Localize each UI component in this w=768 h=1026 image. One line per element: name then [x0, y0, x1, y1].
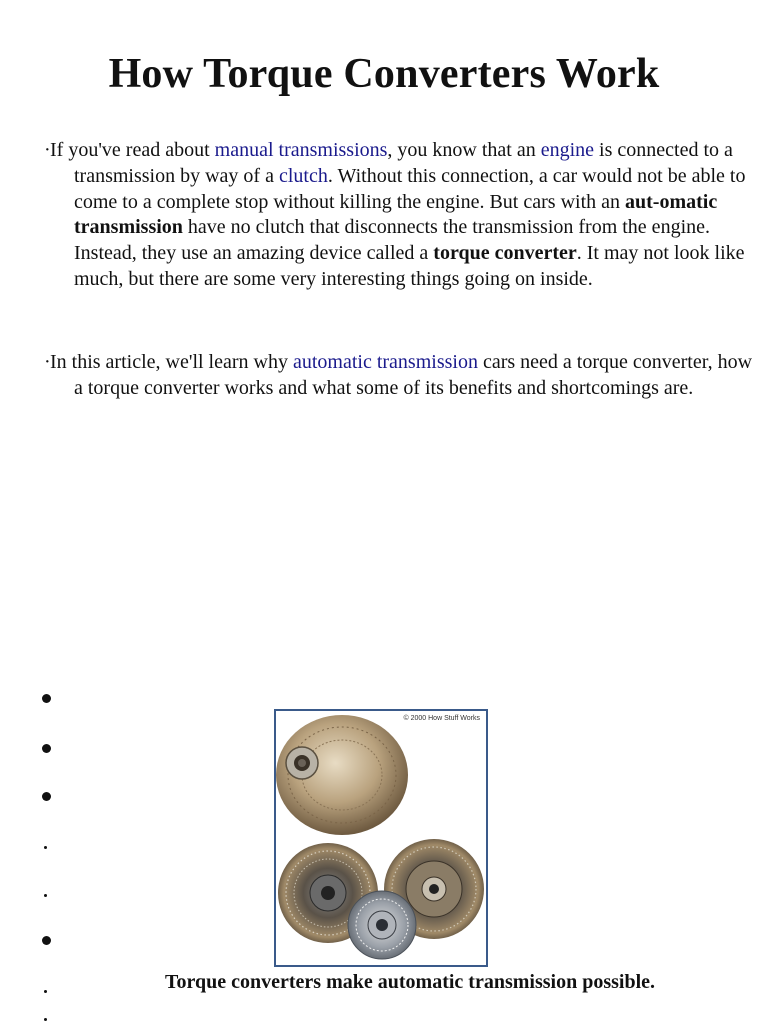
text-run: have no clutch that disconnects the transmission from the engine. Instead, they use an amazing device called a: [74, 216, 710, 265]
bullet-disc-icon: [42, 792, 51, 801]
text-run: , you know that an: [387, 139, 541, 161]
bullet-item: [40, 786, 60, 806]
link-engine[interactable]: engine: [540, 139, 595, 161]
bullet-dot-icon: [44, 1018, 47, 1021]
page-title: How Torque Converters Work: [108, 51, 660, 97]
torque-converter-photo: [274, 709, 488, 967]
bullet-item: [40, 1006, 60, 1026]
bullet-disc-icon: [42, 936, 51, 945]
article-paragraph: [44, 350, 764, 402]
bold-term-automatic-transmission: aut-omatic transmission: [74, 190, 718, 239]
intro-paragraph: [44, 138, 764, 293]
bold-term-torque-converter: torque converter: [433, 242, 577, 265]
bullet-dot: ·: [44, 351, 51, 373]
converter-stator: [348, 891, 416, 959]
bullet-disc-icon: [42, 694, 51, 703]
torque-converter-illustration: [276, 711, 486, 965]
bullet-item: [40, 882, 60, 902]
bullet-item: [40, 738, 60, 758]
converter-assembled: [276, 715, 408, 835]
text-run: . Without this connection, a car would not be able to come to a complete stop without killing the engine. But cars with an: [74, 164, 746, 213]
bullet-dot-icon: [44, 846, 47, 849]
bullet-disc-icon: [42, 744, 51, 753]
link-clutch[interactable]: clutch: [278, 164, 328, 187]
photo-credit: © 2000 How Stuff Works: [403, 715, 480, 722]
link-manual-transmissions[interactable]: manual transmissions: [214, 139, 388, 161]
text-run: . It may not look like much, but there are some very interesting things going on inside.: [74, 242, 745, 290]
text-run: If you've read about: [50, 139, 215, 161]
bullet-item: [40, 834, 60, 854]
bullet-item: [40, 930, 60, 950]
bullet-dot: ·: [44, 139, 51, 161]
text-run: is connected to a transmission by way of a: [74, 139, 733, 187]
bullet-dot-icon: [44, 894, 47, 897]
figure-caption: Torque converters make automatic transmission possible.: [165, 971, 655, 993]
link-automatic-transmission[interactable]: automatic transmission: [292, 351, 478, 373]
bullet-item: [40, 688, 60, 708]
text-run: cars need a torque converter, how a torque converter works and what some of its benefits and shortcomings are.: [74, 351, 753, 399]
text-run: In this article, we'll learn why: [50, 351, 293, 373]
